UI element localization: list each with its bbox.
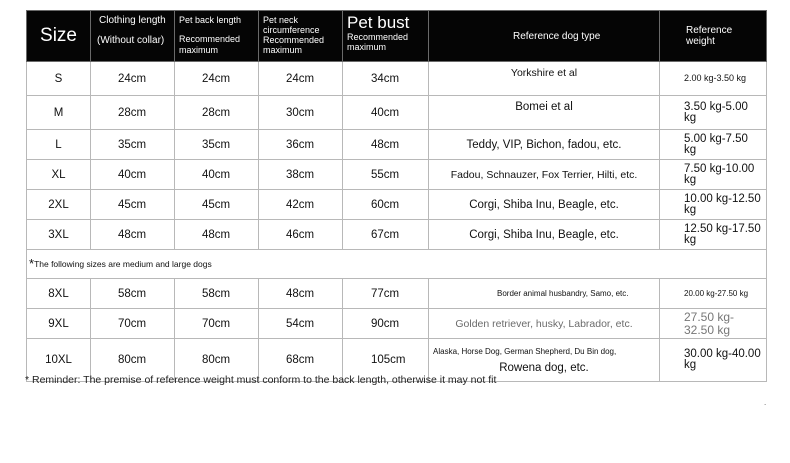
- weight-cell: 10.00 kg-12.50 kg: [660, 190, 767, 220]
- neck-cell: 30cm: [259, 96, 343, 130]
- neck-cell: 68cm: [259, 339, 343, 382]
- table-header-row: [27, 11, 767, 62]
- bust-cell: 34cm: [343, 62, 429, 96]
- dog-type-cell: Corgi, Shiba Inu, Beagle, etc.: [429, 190, 660, 220]
- size-cell: XL: [27, 160, 91, 190]
- table-row: [27, 309, 767, 339]
- clothing-length-cell: 58cm: [91, 279, 175, 309]
- header-back-length: [175, 11, 259, 62]
- size-chart-table: [26, 10, 767, 382]
- header-bust: [343, 11, 429, 62]
- size-cell: 2XL: [27, 190, 91, 220]
- bust-cell: 105cm: [343, 339, 429, 382]
- weight-cell: 12.50 kg-17.50 kg: [660, 220, 767, 250]
- back-length-cell: 48cm: [175, 220, 259, 250]
- back-length-cell: 45cm: [175, 190, 259, 220]
- header-clothing-length-label: Clothing length: [99, 15, 166, 26]
- back-length-cell: 28cm: [175, 96, 259, 130]
- header-back-length-label: Pet back length: [179, 15, 242, 25]
- header-bust-sub: Recommended maximum: [347, 32, 409, 52]
- dog-type-cell: Golden retriever, husky, Labrador, etc.: [429, 309, 660, 339]
- header-neck: [259, 11, 343, 62]
- size-cell: S: [27, 62, 91, 96]
- note-asterisk: *: [29, 256, 35, 272]
- dog-type-cell: Corgi, Shiba Inu, Beagle, etc.: [429, 220, 660, 250]
- size-cell: 10XL: [27, 339, 91, 382]
- weight-cell: 30.00 kg-40.00 kg: [660, 339, 767, 382]
- back-length-cell: 24cm: [175, 62, 259, 96]
- clothing-length-cell: 35cm: [91, 130, 175, 160]
- neck-cell: 46cm: [259, 220, 343, 250]
- clothing-length-cell: 40cm: [91, 160, 175, 190]
- clothing-length-cell: 48cm: [91, 220, 175, 250]
- neck-cell: 36cm: [259, 130, 343, 160]
- size-cell: L: [27, 130, 91, 160]
- size-cell: 9XL: [27, 309, 91, 339]
- dog-type-cell: Teddy, VIP, Bichon, fadou, etc.: [429, 130, 660, 160]
- bust-cell: 90cm: [343, 309, 429, 339]
- header-clothing-length-sub: (Without collar): [97, 35, 165, 46]
- table-row: [27, 279, 767, 309]
- header-neck-sub: Recommended maximum: [263, 35, 325, 55]
- header-back-length-sub: Recommended maximum: [179, 34, 241, 55]
- table-row: [27, 130, 767, 160]
- header-bust-label: Pet bust: [347, 13, 410, 32]
- header-neck-label: Pet neck circumference: [263, 15, 320, 35]
- header-size: Size: [27, 11, 91, 62]
- back-length-cell: 35cm: [175, 130, 259, 160]
- table-row: [27, 160, 767, 190]
- neck-cell: 24cm: [259, 62, 343, 96]
- dog-type-line-2: Rowena dog, etc.: [499, 362, 589, 374]
- header-weight: Reference weight: [660, 11, 767, 62]
- table-row: [27, 220, 767, 250]
- weight-cell: 5.00 kg-7.50 kg: [660, 130, 767, 160]
- neck-cell: 42cm: [259, 190, 343, 220]
- bust-cell: 67cm: [343, 220, 429, 250]
- dog-type-cell: Border animal husbandry, Samo, etc.: [429, 279, 660, 309]
- dog-type-cell: Fadou, Schnauzer, Fox Terrier, Hilti, etc.: [429, 160, 660, 190]
- header-clothing-length: [91, 11, 175, 62]
- fit-reminder: * Reminder: The premise of reference weight must conform to the back length, otherwise it may not fit: [25, 374, 497, 386]
- weight-cell: 7.50 kg-10.00 kg: [660, 160, 767, 190]
- size-cell: 8XL: [27, 279, 91, 309]
- bust-cell: 60cm: [343, 190, 429, 220]
- weight-cell: 20.00 kg-27.50 kg: [660, 279, 767, 309]
- back-length-cell: 80cm: [175, 339, 259, 382]
- size-cell: M: [27, 96, 91, 130]
- bust-cell: 40cm: [343, 96, 429, 130]
- weight-cell: 2.00 kg-3.50 kg: [660, 62, 767, 96]
- corner-mark: .: [764, 398, 767, 407]
- table-row: [27, 96, 767, 130]
- medium-large-note: [27, 250, 767, 279]
- back-length-cell: 40cm: [175, 160, 259, 190]
- bust-cell: 55cm: [343, 160, 429, 190]
- back-length-cell: 58cm: [175, 279, 259, 309]
- clothing-length-cell: 24cm: [91, 62, 175, 96]
- neck-cell: 54cm: [259, 309, 343, 339]
- clothing-length-cell: 80cm: [91, 339, 175, 382]
- neck-cell: 48cm: [259, 279, 343, 309]
- bust-cell: 48cm: [343, 130, 429, 160]
- back-length-cell: 70cm: [175, 309, 259, 339]
- weight-cell: 3.50 kg-5.00 kg: [660, 96, 767, 130]
- medium-large-note-row: [27, 250, 767, 279]
- dog-type-cell: Bomei et al: [429, 96, 660, 130]
- neck-cell: 38cm: [259, 160, 343, 190]
- weight-cell: 27.50 kg-32.50 kg: [660, 309, 767, 339]
- dog-type-line-1: Alaska, Horse Dog, German Shepherd, Du Bin dog,: [433, 347, 617, 356]
- header-dog-type: Reference dog type: [429, 11, 660, 62]
- size-cell: 3XL: [27, 220, 91, 250]
- dog-type-cell: Yorkshire et al: [429, 62, 660, 96]
- clothing-length-cell: 45cm: [91, 190, 175, 220]
- bust-cell: 77cm: [343, 279, 429, 309]
- clothing-length-cell: 70cm: [91, 309, 175, 339]
- note-text: The following sizes are medium and large dogs: [34, 258, 212, 269]
- table-row: [27, 62, 767, 96]
- clothing-length-cell: 28cm: [91, 96, 175, 130]
- table-row: [27, 190, 767, 220]
